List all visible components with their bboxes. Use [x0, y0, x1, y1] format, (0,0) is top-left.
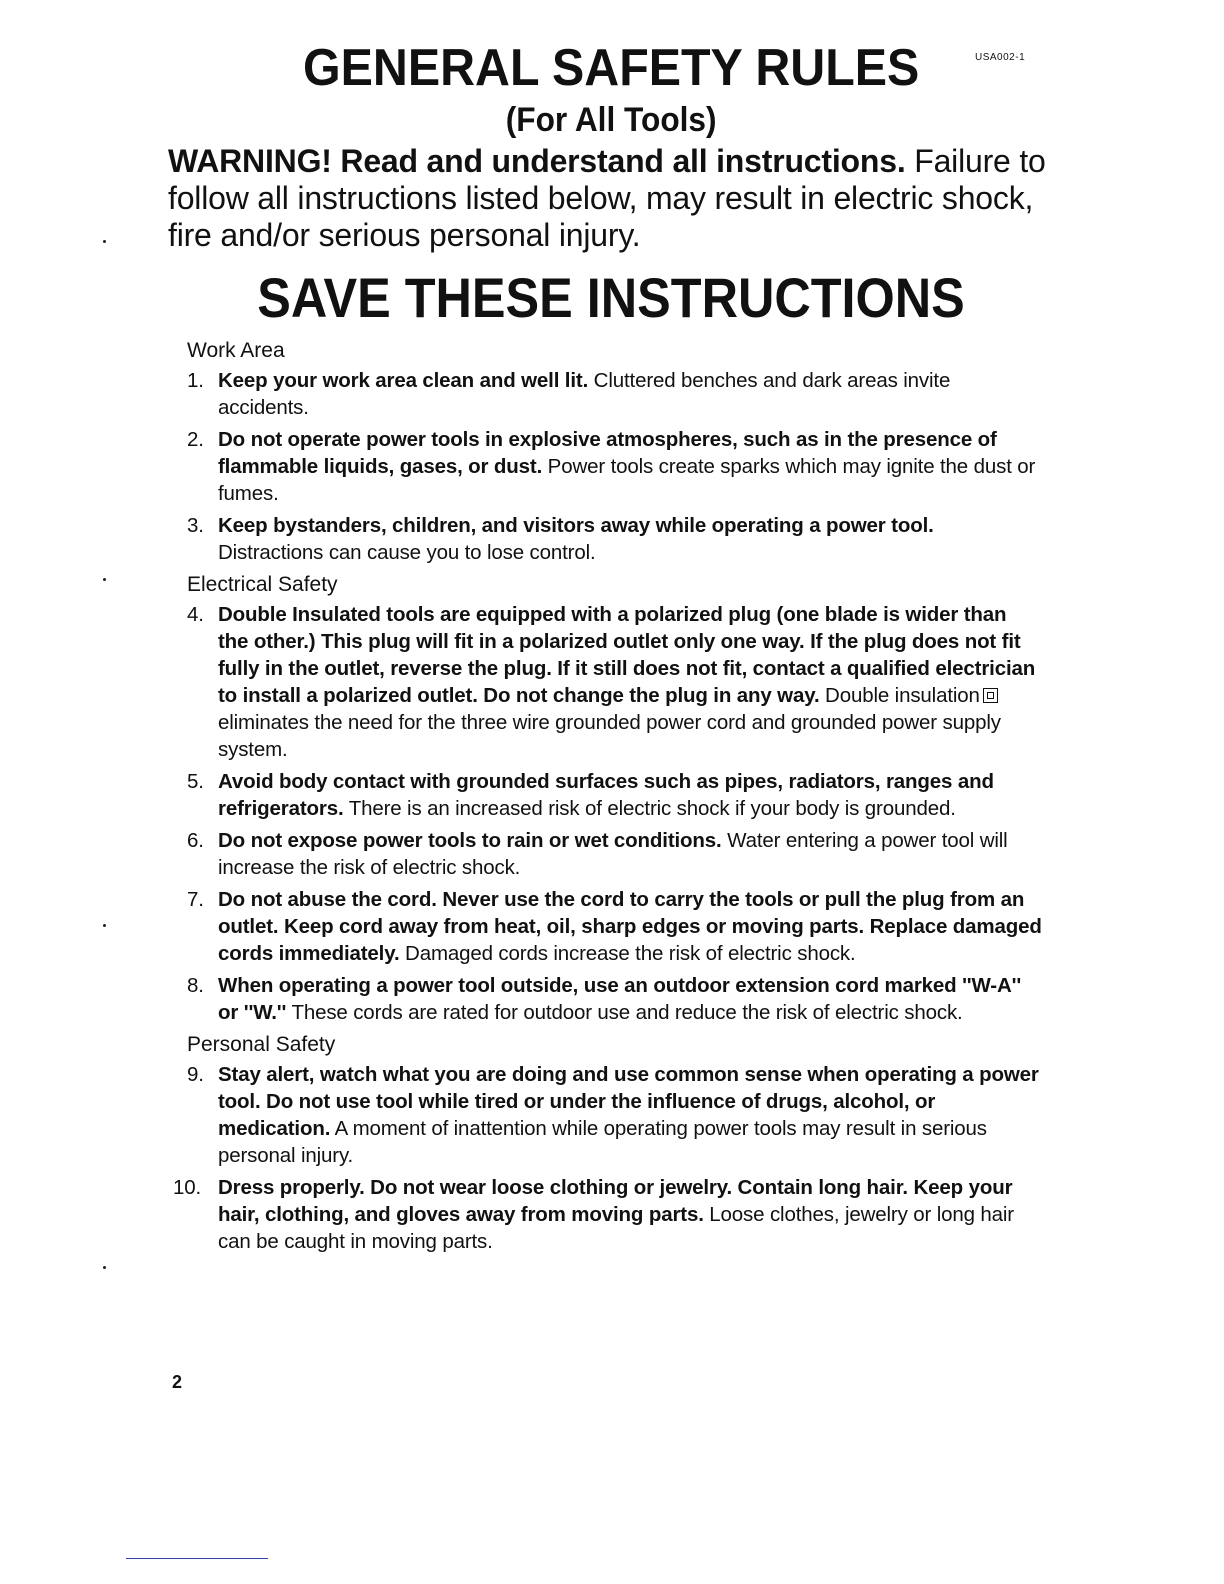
rules-content — [173, 337, 1042, 1260]
double-insulation-symbol-icon — [983, 688, 998, 703]
rule-item — [187, 768, 1042, 822]
rule-number: 4. — [187, 603, 204, 626]
rule-text: Power tools create sparks which may ignite the dust or fumes. — [218, 455, 1036, 505]
rules-list — [187, 601, 1042, 1026]
rule-text: These cords are rated for outdoor use and reduce the risk of electric shock. — [286, 1001, 963, 1024]
rule-text: Water entering a power tool will increase the risk of electric shock. — [218, 829, 1008, 879]
rule-number: 3. — [187, 514, 204, 537]
rule-bold-text: Double Insulated tools are equipped with a polarized plug (one blade is wider than the other.) This plug will fit in a polarized outlet only one way. If the plug does not fit fully in the outlet, reverse the plug. If it still does not fit, contact a qualified electrician to install a polarized outlet. Do not change the plug in any way. — [218, 603, 1036, 707]
rule-item — [173, 1174, 1042, 1255]
warning-lead: WARNING! Read and understand all instructions. — [168, 143, 906, 179]
rule-item — [187, 1061, 1042, 1169]
scan-speck — [103, 924, 106, 927]
rule-bold-text: Keep bystanders, children, and visitors away while operating a power tool. — [218, 514, 934, 537]
rule-number: 7. — [187, 888, 204, 911]
rule-number: 2. — [187, 428, 204, 451]
rule-text: Distractions can cause you to lose control. — [218, 541, 596, 564]
rule-text-continued: eliminates the need for the three wire grounded power cord and grounded power supply system. — [218, 711, 1001, 761]
page-number: 2 — [172, 1372, 183, 1392]
rule-item — [187, 367, 1042, 421]
scan-speck — [103, 240, 106, 243]
warning-paragraph — [168, 143, 1048, 254]
rule-number: 8. — [187, 974, 204, 997]
rules-list — [173, 1061, 1042, 1255]
rule-bold-text: Do not abuse the cord. Never use the cord to carry the tools or pull the plug from an outlet. Keep cord away from heat, oil, sharp edges or moving parts. Replace damaged cords immediately. — [218, 888, 1042, 965]
rule-bold-text: Dress properly. Do not wear loose clothing or jewelry. Contain long hair. Keep your hair, clothing, and gloves away from moving parts. — [218, 1176, 1013, 1226]
rule-text: Cluttered benches and dark areas invite accidents. — [218, 369, 951, 419]
rule-item — [187, 512, 1042, 566]
rule-item — [187, 827, 1042, 881]
scan-speck — [103, 1266, 106, 1269]
rule-item — [187, 972, 1042, 1026]
rule-number: 9. — [187, 1063, 204, 1086]
scan-speck — [103, 578, 106, 581]
section-heading: Electrical Safety — [187, 573, 338, 596]
rule-number: 6. — [187, 829, 204, 852]
document-code: USA002-1 — [975, 52, 1026, 63]
rule-bold-text: Keep your work area clean and well lit. — [218, 369, 589, 392]
rule-text: Double insulation — [819, 684, 980, 707]
rule-item — [187, 601, 1042, 763]
section-heading: Work Area — [187, 339, 285, 362]
save-instructions-heading: SAVE THESE INSTRUCTIONS — [257, 266, 965, 329]
section-heading: Personal Safety — [187, 1033, 336, 1056]
rule-text: There is an increased risk of electric shock if your body is grounded. — [343, 797, 956, 820]
rule-bold-text: Do not operate power tools in explosive atmospheres, such as in the presence of flammable liquids, gases, or dust. — [218, 428, 997, 478]
rule-number: 5. — [187, 770, 204, 793]
rule-bold-text: Stay alert, watch what you are doing and use common sense when operating a power tool. Do not use tool while tired or under the influence of drugs, alcohol, or medication. — [218, 1063, 1039, 1140]
rule-text: Loose clothes, jewelry or long hair can be caught in moving parts. — [218, 1203, 1014, 1253]
page-title: GENERAL SAFETY RULES — [303, 39, 920, 97]
rules-list — [187, 367, 1042, 566]
section-personal-safety — [173, 1031, 1042, 1255]
rule-bold-text: Avoid body contact with grounded surfaces such as pipes, radiators, ranges and refrigerators. — [218, 770, 994, 820]
rule-text: A moment of inattention while operating power tools may result in serious personal injury. — [218, 1117, 987, 1167]
rule-text: Damaged cords increase the risk of electric shock. — [399, 942, 856, 965]
edge-line — [126, 1558, 268, 1559]
rule-number: 10. — [173, 1176, 202, 1199]
page-subtitle: (For All Tools) — [505, 101, 717, 139]
warning-text: Failure to follow all instructions listed below, may result in electric shock, fire and/or serious personal injury. — [168, 143, 1046, 253]
rule-item — [187, 426, 1042, 507]
rule-bold-text: When operating a power tool outside, use an outdoor extension cord marked ''W-A'' or ''W.'' — [218, 974, 1022, 1024]
rule-bold-text: Do not expose power tools to rain or wet conditions. — [218, 829, 722, 852]
rule-number: 1. — [187, 369, 204, 392]
section-electrical-safety — [187, 571, 1042, 1026]
rule-item — [187, 886, 1042, 967]
section-work-area — [187, 337, 1042, 566]
